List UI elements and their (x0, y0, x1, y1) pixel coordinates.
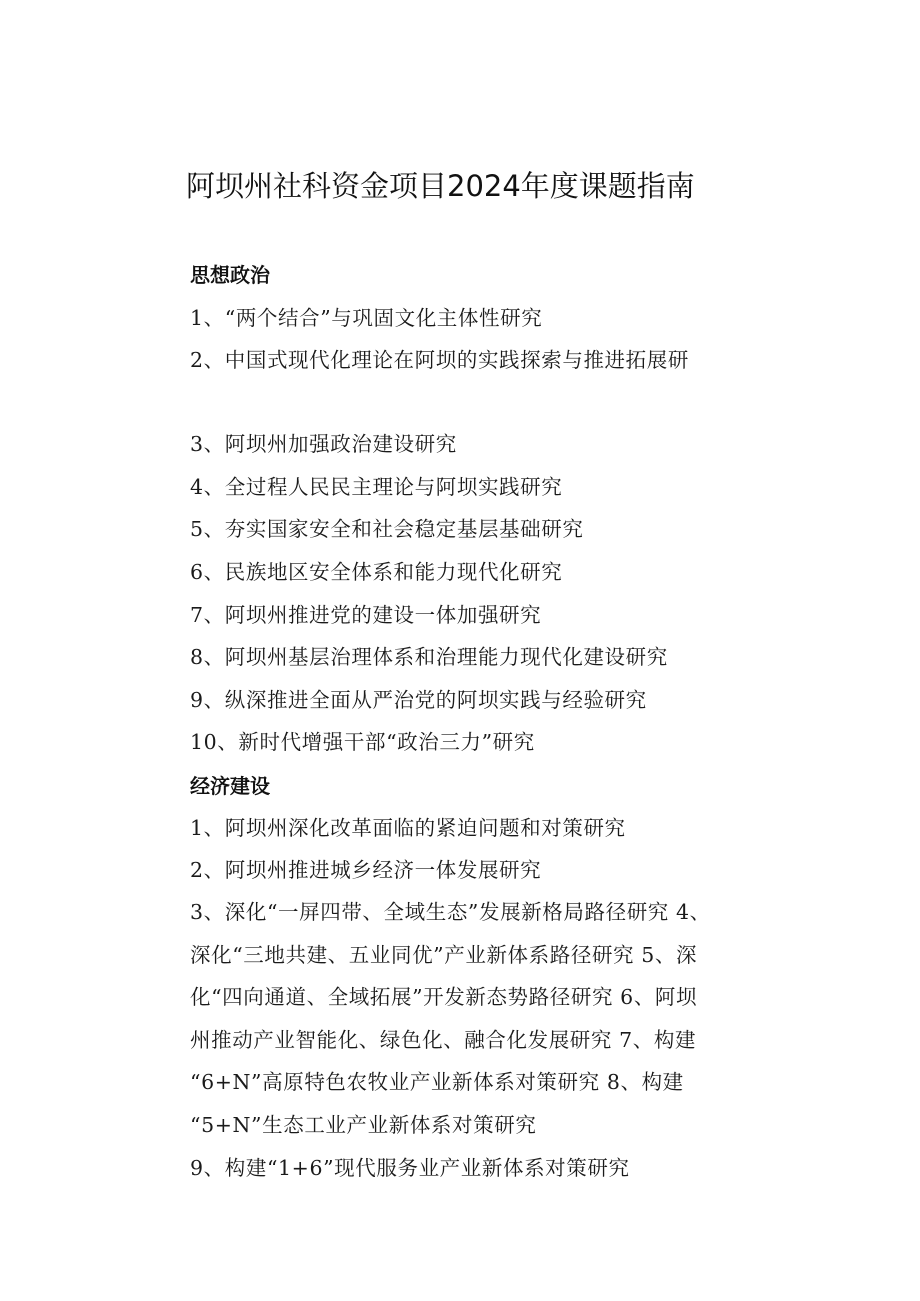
list-item: 7、阿坝州推进党的建设一体加强研究 (190, 603, 542, 627)
list-item: 2、中国式现代化理论在阿坝的实践探索与推进拓展研 (190, 348, 689, 372)
section-heading-politics: 思想政治 (190, 263, 270, 287)
list-item: 2、阿坝州推进城乡经济一体发展研究 (190, 858, 542, 882)
list-item: 3、阿坝州加强政治建设研究 (190, 432, 457, 456)
economy-paragraph (190, 891, 770, 1147)
document-title: 阿坝州社科资金项目2024年度课题指南 (186, 169, 695, 203)
paragraph-line: 州推动产业智能化、绿色化、融合化发展研究 7、构建 (190, 1027, 697, 1052)
list-item: 6、民族地区安全体系和能力现代化研究 (190, 560, 563, 584)
paragraph-line: 化“四向通道、全域拓展”开发新态势路径研究 6、阿坝 (190, 985, 698, 1010)
paragraph-line: “5+N”生态工业产业新体系对策研究 (190, 1112, 537, 1137)
list-item: 1、阿坝州深化改革面临的紧迫问题和对策研究 (190, 816, 626, 840)
paragraph-line: 3、深化“一屏四带、全域生态”发展新格局路径研究 4、 (190, 900, 711, 924)
list-item: 10、新时代增强干部“政治三力”研究 (190, 730, 535, 754)
list-item: 5、夯实国家安全和社会稳定基层基础研究 (190, 517, 584, 541)
list-item: 9、构建“1+6”现代服务业产业新体系对策研究 (190, 1156, 630, 1180)
list-item: 4、全过程人民民主理论与阿坝实践研究 (190, 475, 563, 499)
section-heading-economy: 经济建设 (190, 774, 270, 798)
list-item: 9、纵深推进全面从严治党的阿坝实践与经验研究 (190, 688, 647, 712)
list-item: 8、阿坝州基层治理体系和治理能力现代化建设研究 (190, 645, 668, 669)
paragraph-line: “6+N”高原特色农牧业产业新体系对策研究 8、构建 (190, 1070, 684, 1095)
paragraph-line: 深化“三地共建、五业同优”产业新体系路径研究 5、深 (190, 942, 698, 967)
list-item: 1、“两个结合”与巩固文化主体性研究 (190, 306, 543, 330)
